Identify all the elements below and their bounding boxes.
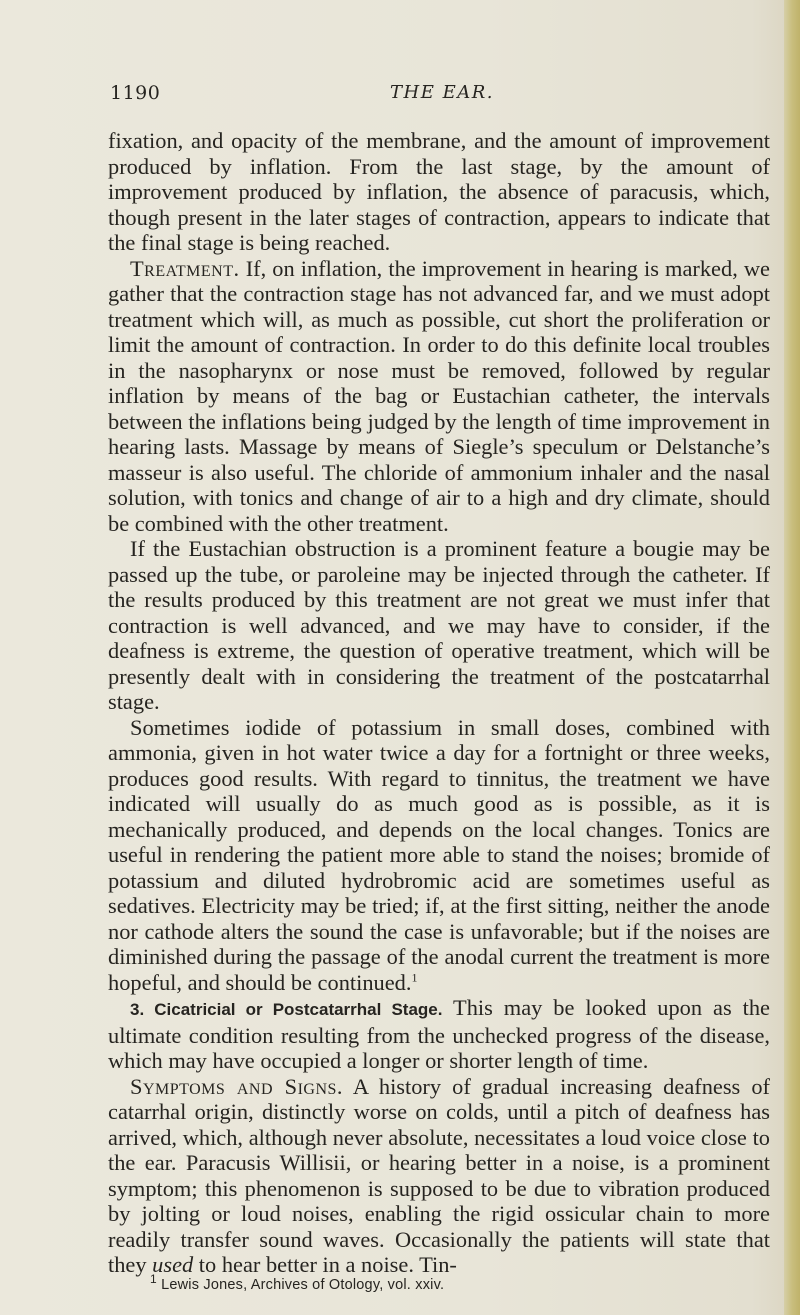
- paragraph-text: Sometimes iodide of potassium in small doses, combined with ammonia, given in hot water twice a day for a fortnight or three weeks, produces good results. With regard to tinnitus, the treatment we have indicated will usually do as much good as is possible, as it is mechanically produced, and depends on the local changes. Tonics are useful in rendering the patient more able to stand the noises; bromide of potassium and diluted hydrobromic acid are sometimes useful as sedatives. Electricity may be tried; if, at the first sitting, neither the anode nor cathode alters the sound the case is unfavorable; but if the noises are diminished during the passage of the anodal current the treatment is more hopeful, and should be continued.: [108, 714, 770, 995]
- footnote-text: Lewis Jones, Archives of Otology, vol. xxiv.: [156, 1277, 445, 1293]
- paragraph-text: to hear better in a noise. Tin-: [193, 1252, 457, 1277]
- paragraph-eustachian: [108, 536, 770, 715]
- paragraph-text: A history of gradual increasing deafness of catarrhal origin, distinctly worse on colds, until a pitch of deafness has arrived, which, although never absolute, necessitates a loud voice close to the ear. Paracusis Willisii, or hearing better in a noise, is a prominent symptom; this phenomenon is supposed to be due to vibration produced by jolting or loud noises, enabling the rigid ossicular chain to more readily transfer sound waves. Occasionally the patients will state that they: [108, 1073, 771, 1277]
- footnote: [150, 1272, 445, 1293]
- footnote-reference: 1: [411, 970, 418, 985]
- paragraph-iodide: [108, 715, 770, 996]
- page-edge: [784, 0, 800, 1315]
- paragraph-cicatricial: [108, 995, 770, 1074]
- running-title: THE EAR.: [390, 82, 494, 103]
- running-head: [110, 82, 770, 112]
- section-lead-symptoms: Symptoms and Signs.: [130, 1073, 344, 1099]
- emphasis-used: used: [152, 1252, 194, 1277]
- paragraph-text: This may be looked upon as the ultimate condition resulting from the unchecked progress of the disease, which may have occupied a longer or shorter length of time.: [108, 995, 770, 1073]
- paragraph-text: If the Eustachian obstruction is a prominent feature a bougie may be passed up the tube, or paroleine may be injected through the catheter. If the results produced by this treatment are not great we must infer that contraction is well advanced, and we may have to consider, if the deafness is extreme, the question of operative treatment, which will be presently dealt with in considering the treatment of the postcatarrhal stage.: [108, 536, 770, 714]
- paragraph-treatment: [108, 256, 770, 537]
- paragraph-symptoms: [108, 1074, 770, 1278]
- body-text: [108, 128, 770, 1278]
- footnote-marker: 1: [150, 1272, 157, 1287]
- paragraph-fixation: [108, 128, 770, 256]
- page-number: 1190: [110, 82, 161, 104]
- section-heading-cicatricial: 3. Cicatricial or Postcatarrhal Stage.: [130, 1000, 443, 1019]
- section-lead-treatment: Treatment.: [130, 255, 240, 281]
- paragraph-text: fixation, and opacity of the membrane, and the amount of improvement produced by inflation. From the last stage, by the amount of improvement produced by inflation, the absence of paracusis, which, though present in the later stages of contraction, appears to indicate that the final stage is being reached.: [108, 128, 770, 255]
- paragraph-text: If, on inflation, the improvement in hearing is marked, we gather that the contraction stage has not advanced far, and we must adopt treatment which will, as much as possible, cut short the proliferation or limit the amount of contraction. In order to do this definite local troubles in the nasopharynx or nose must be removed, followed by regular inflation by means of the bag or Eustachian catheter, the intervals between the inflations being judged by the length of time improvement in hearing lasts. Massage by means of Siegle’s speculum or Delstanche’s masseur is also useful. The chloride of ammonium inhaler and the nasal solution, with tonics and change of air to a high and dry climate, should be combined with the other treatment.: [108, 255, 770, 536]
